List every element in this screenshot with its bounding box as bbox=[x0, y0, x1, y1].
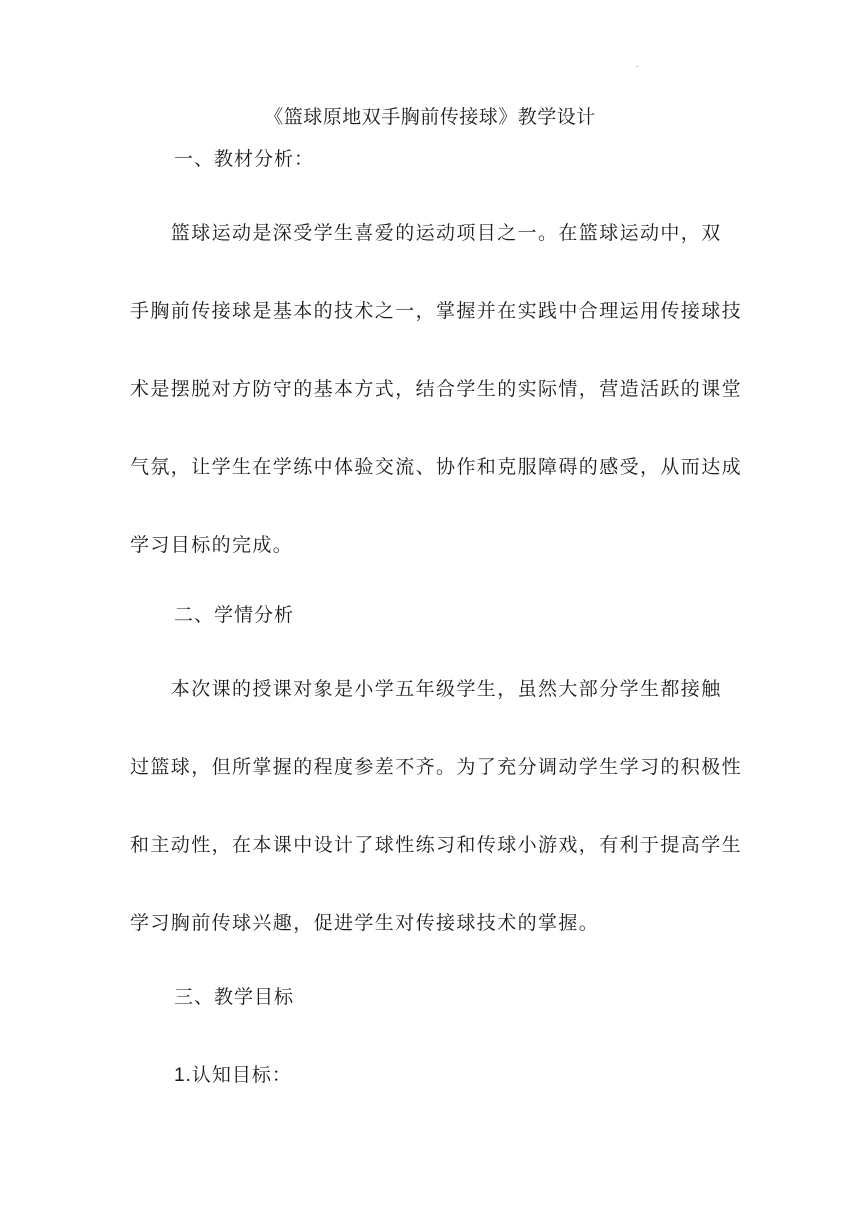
objective-item-1 bbox=[174, 1062, 292, 1089]
objective-label: 认知目标： bbox=[191, 1064, 292, 1086]
paragraph-line: 气氛，让学生在学练中体验交流、协作和克服障碍的感受，从而达成 bbox=[130, 456, 743, 478]
paragraph-line: 本次课的授课对象是小学五年级学生，虽然大部分学生都接触 bbox=[130, 678, 722, 700]
document-title: 《篮球原地双手胸前传接球》教学设计 bbox=[264, 106, 596, 128]
corner-mark: . bbox=[636, 60, 639, 69]
objective-number: 1. bbox=[174, 1065, 192, 1086]
section-heading-3: 三、教学目标 bbox=[174, 986, 295, 1008]
paragraph-line: 篮球运动是深受学生喜爱的运动项目之一。在篮球运动中，双 bbox=[130, 222, 722, 244]
paragraph-line: 学习胸前传球兴趣，促进学生对传接球技术的掌握。 bbox=[130, 912, 600, 934]
paragraph-line: 过篮球，但所掌握的程度参差不齐。为了充分调动学生学习的积极性 bbox=[130, 756, 743, 778]
paragraph-line: 和主动性，在本课中设计了球性练习和传球小游戏，有利于提高学生 bbox=[130, 834, 743, 856]
paragraph-line: 学习目标的完成。 bbox=[130, 534, 294, 556]
section-1-paragraph bbox=[130, 194, 743, 584]
section-heading-1: 一、教材分析： bbox=[174, 148, 315, 170]
section-heading-2: 二、学情分析 bbox=[174, 604, 295, 626]
section-2-paragraph bbox=[130, 650, 743, 962]
paragraph-line: 术是摆脱对方防守的基本方式，结合学生的实际情，营造活跃的课堂 bbox=[130, 378, 743, 400]
paragraph-line: 手胸前传接球是基本的技术之一，掌握并在实践中合理运用传接球技 bbox=[130, 300, 743, 322]
